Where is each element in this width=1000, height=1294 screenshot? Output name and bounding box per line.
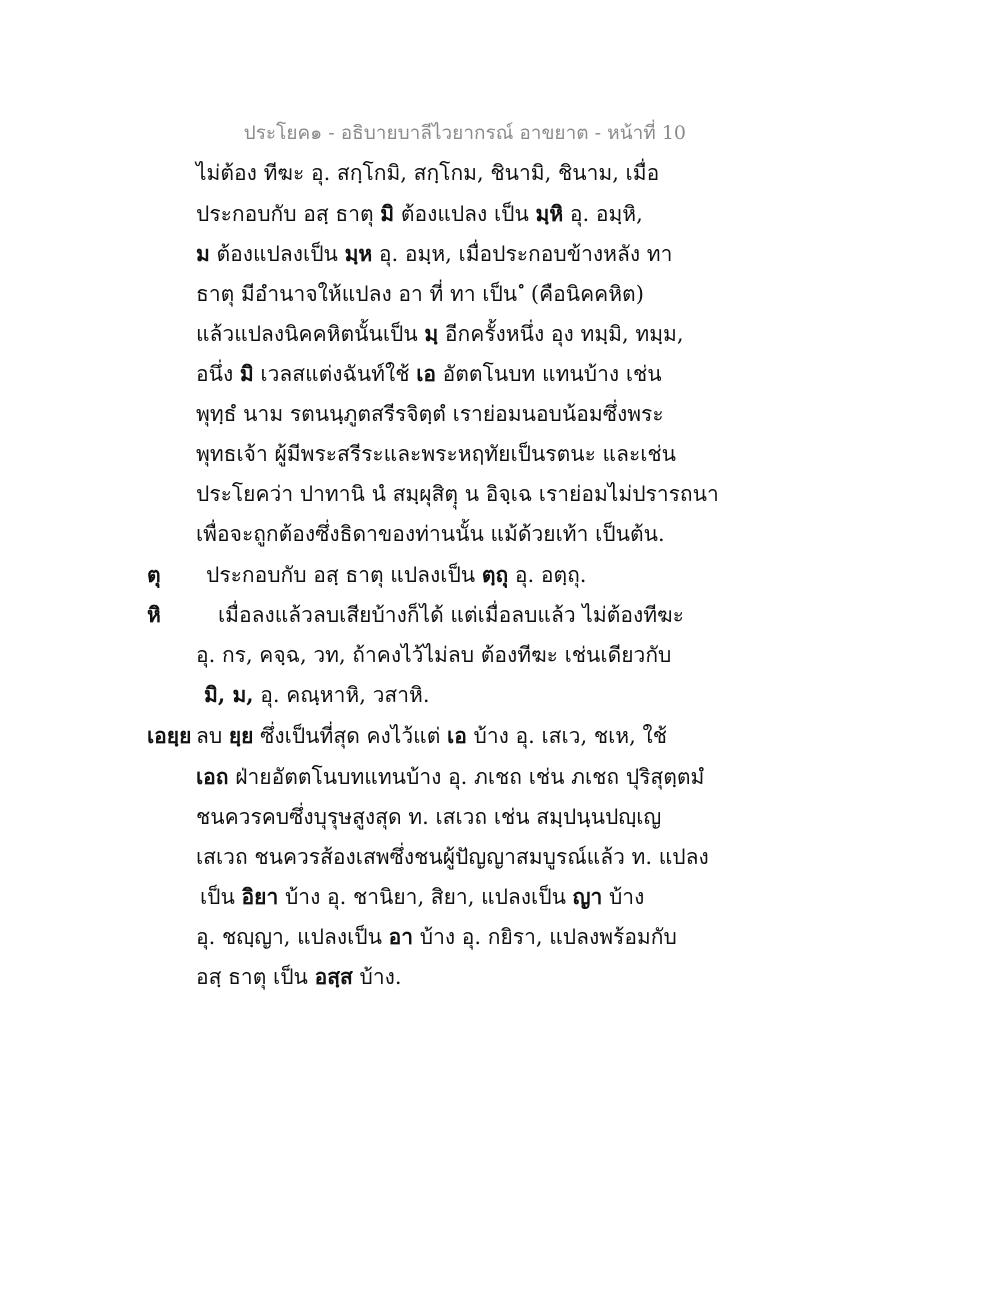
text-line bbox=[196, 640, 671, 670]
text-span: อัตตโนบท แทนบ้าง เช่น bbox=[436, 362, 662, 386]
text-span: เสเวถ ชนควรส้องเสพซึ่งชนผู้ปัญญาสมบูรณ์แล้ว ท. แปลง bbox=[196, 845, 709, 869]
text-span: บ้าง. bbox=[352, 965, 402, 989]
text-span: ต้องแปลง เป็น bbox=[394, 202, 536, 226]
text-line bbox=[196, 359, 662, 389]
text-span: พุทฺธํ นาม รตนนฺภูตสรีรจิตฺตํ เราย่อมนอบน้อมซึ่งพระ bbox=[196, 402, 664, 426]
text-line bbox=[206, 560, 586, 590]
text-line bbox=[196, 158, 659, 188]
text-span: บ้าง อุ. ชานิยา, สิยา, แปลงเป็น bbox=[278, 885, 573, 909]
entry-marker-tu: ตุ bbox=[147, 562, 161, 587]
text-span: อุ. อตฺถุ. bbox=[508, 563, 587, 587]
text-line bbox=[200, 882, 644, 912]
text-span: อุ. คณฺหาหิ, วสาหิ. bbox=[253, 683, 430, 707]
bold-term: อสฺส bbox=[314, 964, 353, 989]
text-span: เมื่อลงแล้วลบเสียบ้างก็ได้ แต่เมื่อลบแล้ว ไม่ต้องทีฆะ bbox=[218, 603, 684, 627]
text-line bbox=[196, 962, 402, 992]
bold-term: ยฺย bbox=[228, 723, 254, 748]
text-line bbox=[218, 600, 684, 630]
text-span: ต้องแปลงเป็น bbox=[209, 242, 345, 266]
text-span: ประโยคว่า ปาทานิ นํ สมฺผุสิตฺุ น อิจฺเฉ เราย่อมไม่ปรารถนา bbox=[196, 482, 719, 506]
bold-term: เอ bbox=[447, 723, 467, 748]
bold-term: มิ, ม, bbox=[204, 682, 254, 707]
bold-term: เอถ bbox=[196, 764, 229, 789]
text-span: ประกอบกับ อสฺ ธาตุ แปลงเป็น bbox=[206, 563, 482, 587]
text-span: เป็น bbox=[200, 885, 242, 909]
text-span: อสฺ ธาตุ เป็น bbox=[196, 965, 315, 989]
text-line bbox=[196, 199, 643, 229]
text-line bbox=[196, 279, 644, 309]
text-span: พุทธเจ้า ผู้มีพระสรีระและพระหฤทัยเป็นรตนะ และเช่น bbox=[196, 442, 677, 466]
text-line bbox=[196, 842, 709, 872]
text-span: อุ. อมฺหิ, bbox=[563, 202, 643, 226]
text-line bbox=[196, 519, 665, 549]
text-line bbox=[196, 239, 672, 269]
entry-marker-hi: หิ bbox=[147, 602, 161, 627]
text-line bbox=[196, 721, 667, 751]
entry-marker-eyya: เอยฺย bbox=[147, 723, 192, 748]
text-line bbox=[204, 680, 430, 710]
text-line bbox=[196, 762, 704, 792]
text-span: อุ. ชญฺญา, แปลงเป็น bbox=[196, 925, 389, 949]
bold-term: อิยา bbox=[241, 884, 279, 909]
text-span: อีกครั้งหนึ่ง อุง ทมฺมิ, ทมฺม, bbox=[438, 322, 684, 346]
bold-term: มฺ bbox=[424, 321, 439, 346]
text-span: ไม่ต้อง ทีฆะ อุ. สกฺโกมิ, สกฺโกม, ชินามิ, ชินาม, เมื่อ bbox=[196, 161, 660, 185]
bold-term: มฺห bbox=[344, 241, 373, 266]
bold-term: อา bbox=[388, 924, 414, 949]
bold-term: ตฺถุ bbox=[481, 562, 509, 587]
text-span: บ้าง bbox=[602, 885, 645, 909]
text-span: ฝ่ายอัตตโนบทแทนบ้าง อุ. ภเชถ เช่น ภเชถ ปุริสุตฺตมํ bbox=[228, 765, 705, 789]
page-header: ประโยค๑ - อธิบายบาลีไวยากรณ์ อาขยาต - หน้าที่ 10 bbox=[243, 122, 686, 144]
text-span: อุ. อมฺห, เมื่อประกอบข้างหลัง ทา bbox=[372, 242, 673, 266]
text-span: บ้าง อุ. เสเว, ชเห, ใช้ bbox=[466, 724, 667, 748]
text-span: ธาตุ มีอำนาจให้แปลง อา ที่ ทา เป็น ํ (คือนิคคหิต) bbox=[196, 282, 644, 306]
text-line bbox=[196, 439, 676, 469]
bold-term: มิ bbox=[239, 361, 254, 386]
text-span: แล้วแปลงนิคคหิตนั้นเป็น bbox=[196, 322, 425, 346]
text-line bbox=[196, 479, 719, 509]
text-line bbox=[196, 319, 684, 349]
text-span: ซึ่งเป็นที่สุด คงไว้แต่ bbox=[253, 724, 448, 748]
text-span: เพื่อจะถูกต้องซึ่งธิดาของท่านนั้น แม้ด้วยเท้า เป็นต้น. bbox=[196, 522, 665, 546]
text-line bbox=[196, 802, 661, 832]
text-span: ชนควรคบซึ่งบุรุษสูงสุด ท. เสเวถ เช่น สมฺปนฺนปญฺเญ bbox=[196, 805, 662, 829]
bold-term: ญา bbox=[572, 884, 603, 909]
text-span: อุ. กร, คจฺฉ, วท, ถ้าคงไว้ไม่ลบ ต้องทีฆะ เช่นเดียวกับ bbox=[196, 643, 672, 667]
text-span: ลบ bbox=[196, 724, 229, 748]
bold-term: เอ bbox=[416, 361, 436, 386]
text-span: บ้าง อุ. กยิรา, แปลงพร้อมกับ bbox=[413, 925, 677, 949]
text-line bbox=[196, 922, 677, 952]
text-span: ประกอบกับ อสฺ ธาตุ bbox=[196, 202, 381, 226]
text-span: เวลสแต่งฉันท์ใช้ bbox=[253, 362, 417, 386]
text-span: อนึ่ง bbox=[196, 362, 240, 386]
text-line bbox=[196, 399, 664, 429]
bold-term: มิ bbox=[380, 201, 395, 226]
bold-term: ม bbox=[196, 241, 210, 266]
bold-term: มฺหิ bbox=[535, 201, 564, 226]
